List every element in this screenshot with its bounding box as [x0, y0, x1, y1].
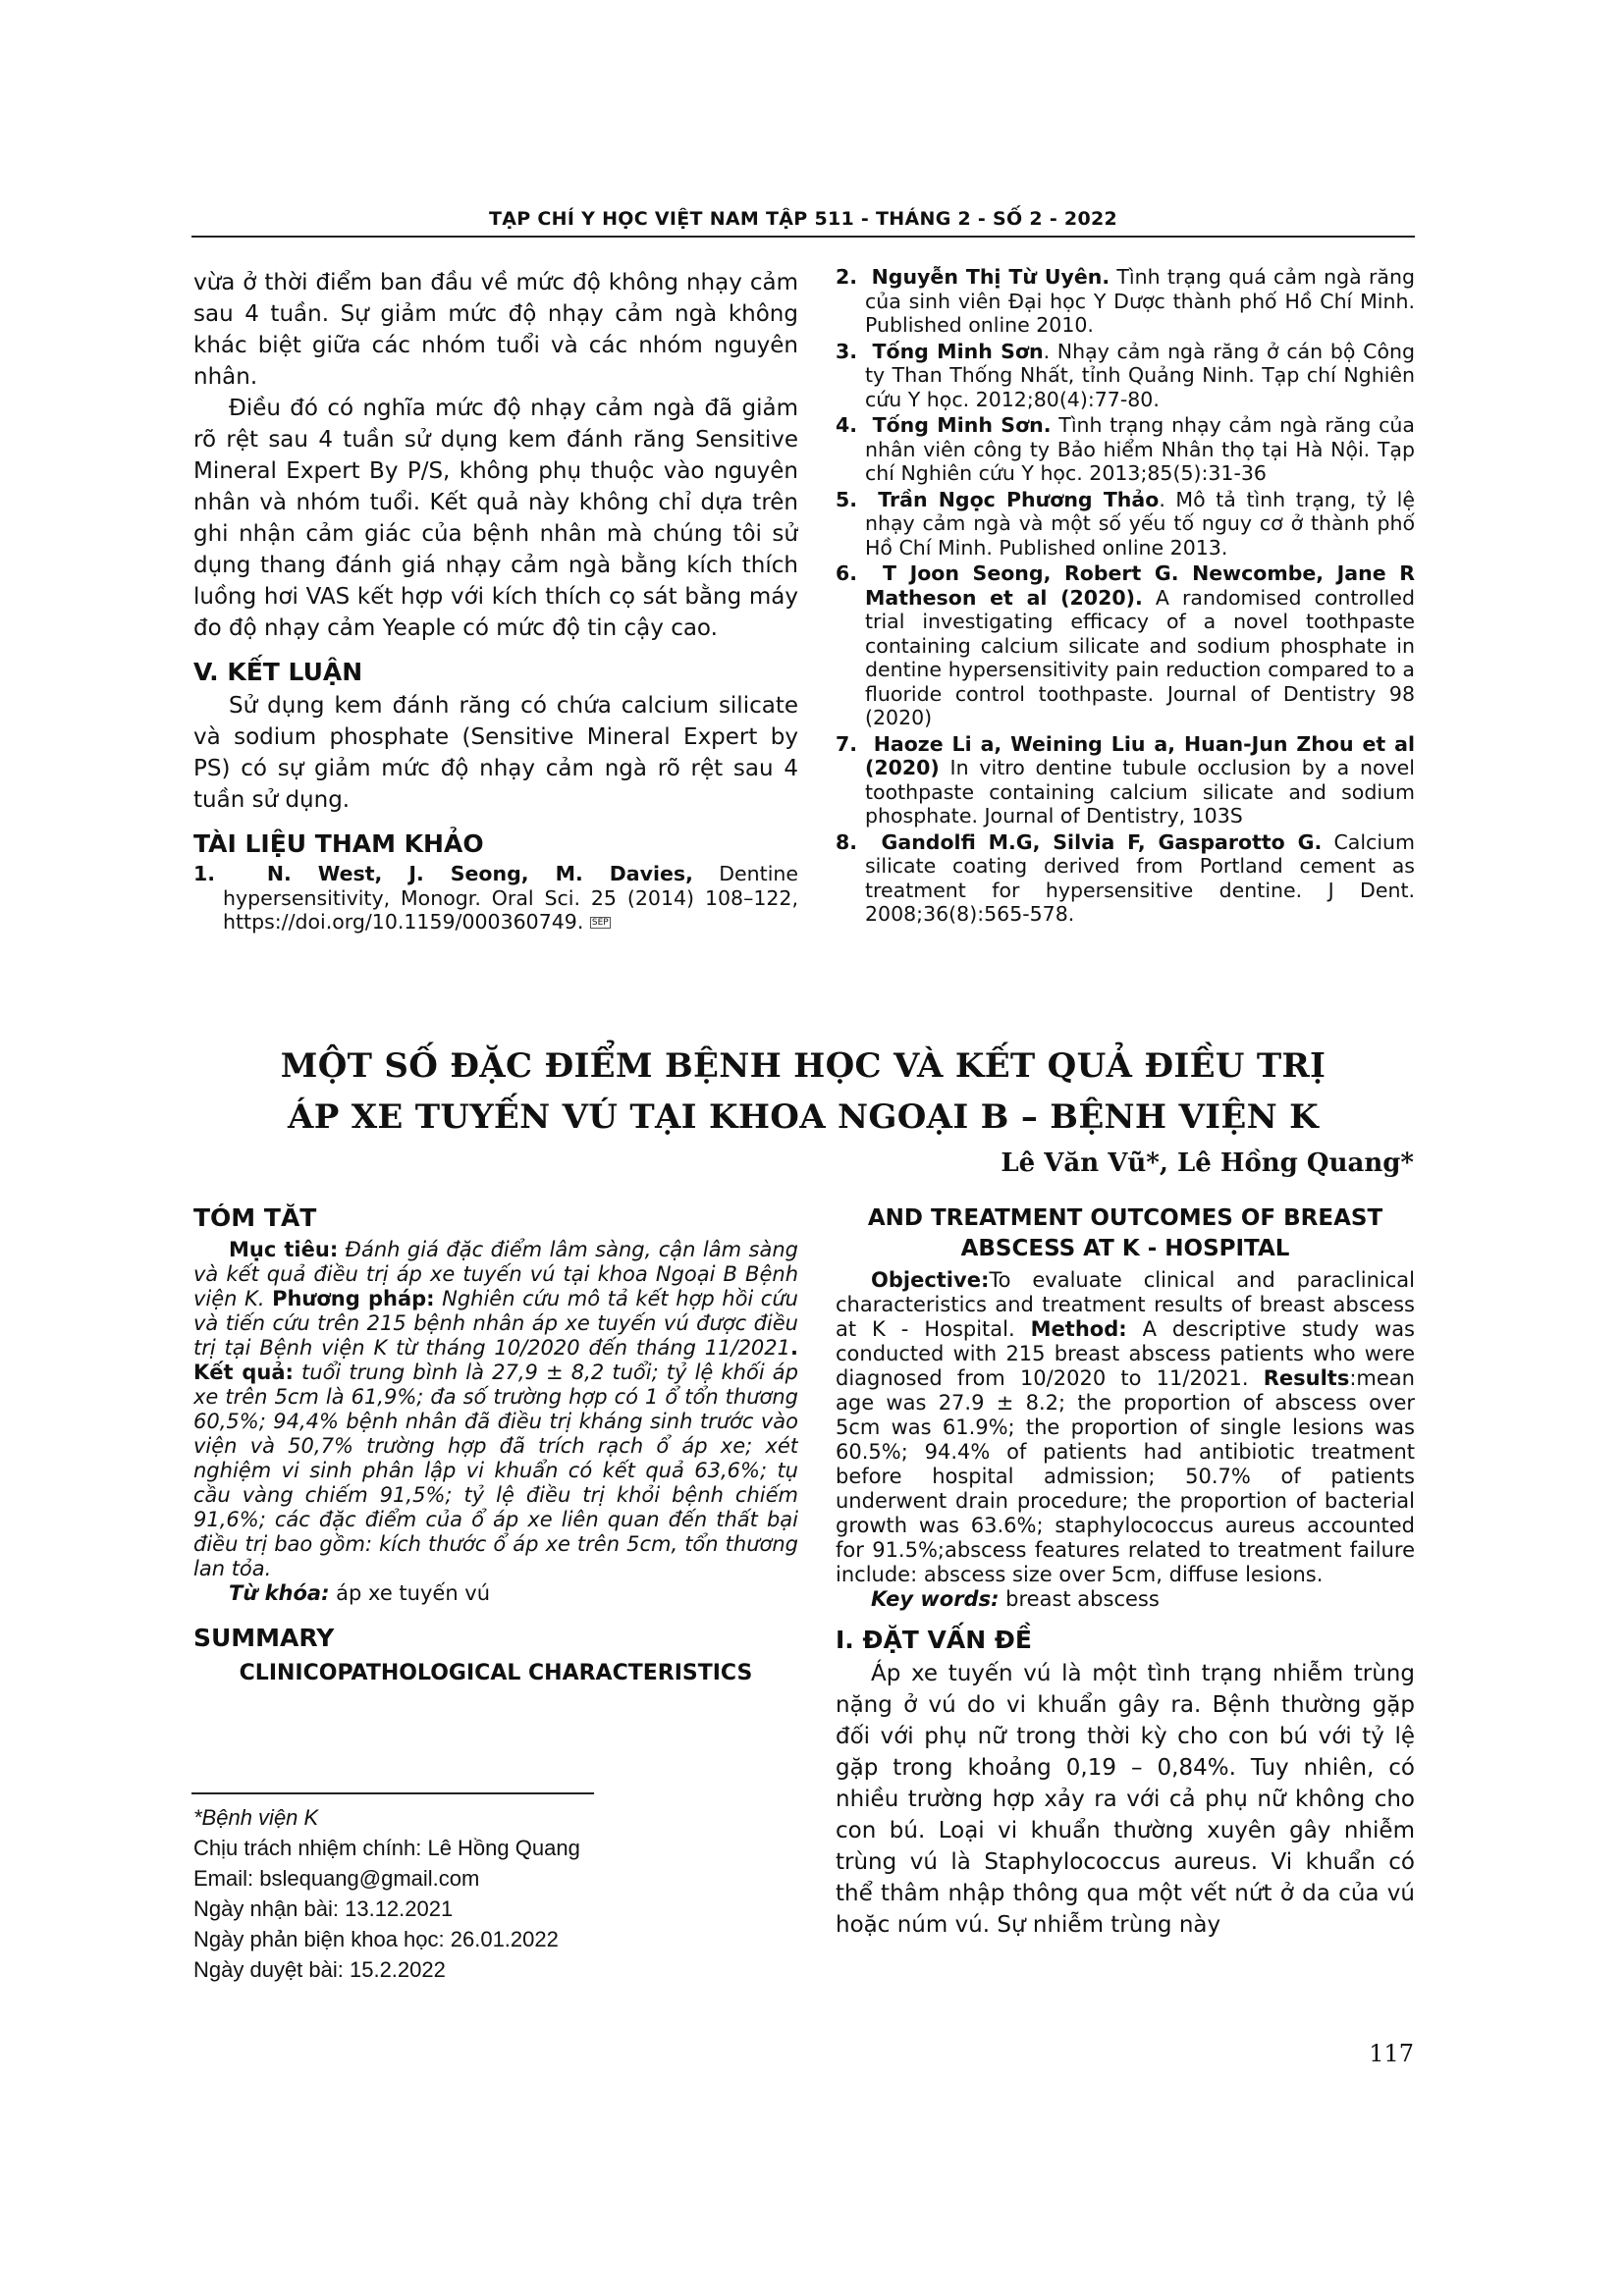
- footnote-approved: Ngày duyệt bài: 15.2.2022: [193, 1957, 446, 1982]
- vi-abstract-heading: TÓM TẮT: [193, 1203, 317, 1232]
- en-title-line-2: AND TREATMENT OUTCOMES OF BREAST: [867, 1205, 1383, 1231]
- page-number: 117: [1369, 2040, 1414, 2067]
- journal-header: TẠP CHÍ Y HỌC VIỆT NAM TẬP 511 - THÁNG 2 - SỐ 2 - 2022: [488, 208, 1118, 230]
- footnote-received: Ngày nhận bài: 13.12.2021: [193, 1896, 454, 1921]
- footnote-rule: [191, 1792, 594, 1794]
- en-title-line-3: ABSCESS AT K - HOSPITAL: [960, 1236, 1290, 1261]
- reference-item: 8. Gandolfi M.G, Silvia F, Gasparotto G. Calcium silicate coating derived from Portland cement as treatment for hypersensitive dentine. J Dent. 2008;36(8):565-578.: [836, 829, 1415, 926]
- prev-paragraph-1: vừa ở thời điểm ban đầu về mức độ không nhạy cảm sau 4 tuần. Sự giảm mức độ nhạy cảm ngà không khác biệt giữa các nhóm tuổi và các nhóm nguyên nhân.: [193, 270, 798, 390]
- summary-heading: SUMMARY: [193, 1624, 335, 1652]
- footnote-affiliation: *Bệnh viện K: [193, 1805, 319, 1830]
- article-authors: Lê Văn Vũ*, Lê Hồng Quang*: [1001, 1148, 1414, 1178]
- vi-abstract-body: Mục tiêu: Đánh giá đặc điểm lâm sàng, cận lâm sàng và kết quả điều trị áp xe tuyến vú tại khoa Ngoại B Bệnh viện K. Phương pháp: Nghiên cứu mô tả kết hợp hồi cứu và tiến cứu trên 215 bệnh nhân áp xe tuyến vú được điều trị tại Bệnh viện K từ tháng 10/2020 đến tháng 11/2021. Kết quả: tuổi trung bình là 27,9 ± 8,2 tuổi; tỷ lệ khối áp xe trên 5cm là 61,9%; đa số trường hợp có 1 ổ tổn thương 60,5%; 94,4% bệnh nhân đã điều trị kháng sinh trước vào viện và 50,7% trường hợp đã trích rạch ổ áp xe; xét nghiệm vi sinh phân lập vi khuẩn có kết quả 63,6%; tụ cầu vàng chiếm 91,5%; tỷ lệ điều trị khỏi bệnh chiếm 91,6%; các đặc điểm của ổ áp xe liên quan đến thất bại điều trị bao gồm: kích thước ổ áp xe trên 5cm, tổn thương lan tỏa.: [193, 1238, 798, 1580]
- intro-heading: I. ĐẶT VẤN ĐỀ: [836, 1626, 1032, 1654]
- reference-item: 1. N. West, J. Seong, M. Davies, Dentine hypersensitivity, Monogr. Oral Sci. 25 (2014) 108–122, https://doi.org/10.1159/000360749. SEP: [193, 862, 798, 934]
- sep-glyph-icon: SEP: [591, 918, 609, 928]
- conclusion-text: Sử dụng kem đánh răng có chứa calcium silicate và sodium phosphate (Sensitive Mineral Expert by PS) có sự giảm mức độ nhạy cảm ngà rõ rệt sau 4 tuần sử dụng.: [193, 693, 798, 813]
- en-keywords: Key words: breast abscess: [871, 1587, 1160, 1611]
- vi-keywords: Từ khóa: áp xe tuyến vú: [229, 1581, 491, 1605]
- header-rule: [191, 236, 1415, 238]
- prev-paragraph-2: Điều đó có nghĩa mức độ nhạy cảm ngà đã giảm rõ rệt sau 4 tuần sử dụng kem đánh răng Sensitive Mineral Expert By P/S, không phụ thuộc vào nguyên nhân và nhóm tuổi. Kết quả này không chỉ dựa trên ghi nhận cảm giác của bệnh nhân mà chúng tôi sử dụng thang đánh giá nhạy cảm ngà bằng kích thích luồng hơi VAS kết hợp với kích thích cọ sát bằng máy đo độ nhạy cảm Yeaple có mức độ tin cậy cao.: [193, 396, 798, 641]
- prev-article-right-column: [836, 265, 1415, 972]
- footnote-reviewed: Ngày phản biện khoa học: 26.01.2022: [193, 1927, 559, 1951]
- conclusion-heading: V. KẾT LUẬN: [193, 658, 363, 686]
- en-title-line-1: CLINICOPATHOLOGICAL CHARACTERISTICS: [239, 1661, 753, 1685]
- abstract-left-column: [193, 1203, 798, 1753]
- intro-text: Áp xe tuyến vú là một tình trạng nhiễm trùng nặng ở vú do vi khuẩn gây ra. Bệnh thường gặp đối với phụ nữ trong thời kỳ cho con bú với tỷ lệ gặp trong khoảng 0,19 – 0,84%. Tuy nhiên, có nhiều trường hợp xảy ra với cả phụ nữ không cho con bú. Loại vi khuẩn thường xuyên gây nhiễm trùng vú là Staphylococcus aureus. Vi khuẩn có thể thâm nhập thông qua một vết nứt ở da của vú hoặc núm vú. Sự nhiễm trùng này: [836, 1661, 1415, 1938]
- prev-article-left-column: [193, 267, 798, 1013]
- article-title-line-1: MỘT SỐ ĐẶC ĐIỂM BỆNH HỌC VÀ KẾT QUẢ ĐIỀU TRỊ: [280, 1046, 1326, 1086]
- reference-item: 3. Tống Minh Sơn. Nhạy cảm ngà răng ở cán bộ Công ty Than Thống Nhất, tỉnh Quảng Ninh. Tạp chí Nghiên cứu Y học. 2012;80(4):77-80.: [836, 339, 1415, 411]
- article-title-line-2: ÁP XE TUYẾN VÚ TẠI KHOA NGOẠI B – BỆNH VIỆN K: [288, 1097, 1319, 1137]
- reference-item: 7. Haoze Li a, Weining Liu a, Huan-Jun Zhou et al (2020) In vitro dentine tubule occlusion by a novel toothpaste containing calcium silicate and sodium phosphate. Journal of Dentistry, 103S: [836, 731, 1415, 828]
- reference-item: 4. Tống Minh Sơn. Tình trạng nhạy cảm ngà răng của nhân viên công ty Bảo hiểm Nhân thọ tại Hà Nội. Tạp chí Nghiên cứu Y học. 2013;85(5):31-36: [836, 413, 1415, 485]
- reference-item: 6. T Joon Seong, Robert G. Newcombe, Jane R Matheson et al (2020). A randomised controlled trial investigating efficacy of a novel toothpaste containing calcium silicate and sodium phosphate in dentine hypersensitivity pain reduction compared to a fluoride control toothpaste. Journal of Dentistry 98 (2020): [836, 561, 1415, 729]
- article-title: [191, 1041, 1415, 1143]
- en-abstract-body: Objective:To evaluate clinical and paraclinical characteristics and treatment results of breast abscess at K - Hospital. Method: A descriptive study was conducted with 215 breast abscess patients who were diagnosed from 10/2020 to 11/2021. Results:mean age was 27.9 ± 8.2; the proportion of abscess over 5cm was 61.9%; the proportion of single lesions was 60.5%; 94.4% of patients had antibiotic treatment before hospital admission; 50.7% of patients underwent drain procedure; the proportion of bacterial growth was 63.6%; staphylococcus aureus accounted for 91.5%;abscess features related to treatment failure include: abscess size over 5cm, diffuse lesions.: [836, 1268, 1415, 1586]
- footnote-email: Email: bslequang@gmail.com: [193, 1866, 480, 1891]
- reference-item: 2. Nguyễn Thị Từ Uyên. Tình trạng quá cảm ngà răng của sinh viên Đại học Y Dược thành phố Hồ Chí Minh. Published online 2010.: [836, 265, 1415, 337]
- references-heading: TÀI LIỆU THAM KHẢO: [193, 829, 484, 858]
- footnote-responsible: Chịu trách nhiệm chính: Lê Hồng Quang: [193, 1836, 580, 1860]
- footnote: [193, 1802, 798, 1999]
- reference-item: 5. Trần Ngọc Phương Thảo. Mô tả tình trạng, tỷ lệ nhạy cảm ngà và một số yếu tố nguy cơ ở thành phố Hồ Chí Minh. Published online 2013.: [836, 487, 1415, 560]
- abstract-right-column: [836, 1203, 1415, 2008]
